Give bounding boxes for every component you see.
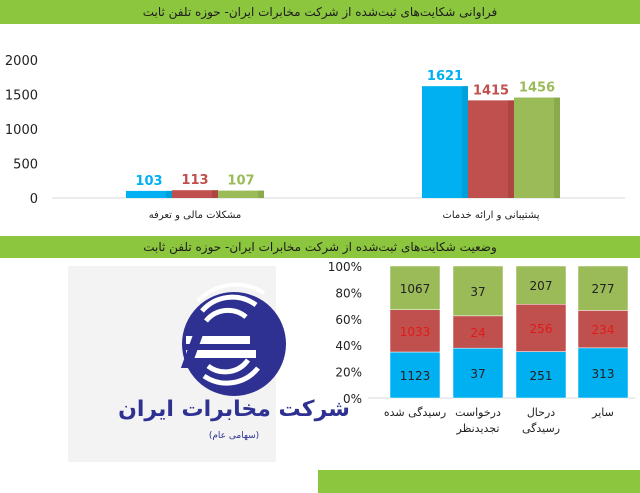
- complaints-status-chart: [320, 258, 640, 468]
- top-banner-title: فراوانی شکایت‌های ثبت‌شده از شرکت مخابرات ایران- حوزه تلفن ثابت: [0, 0, 640, 24]
- bar-shade: [462, 86, 468, 198]
- data-label: 103: [135, 173, 163, 189]
- bar: [172, 190, 218, 198]
- data-label: 1033: [399, 324, 431, 339]
- data-label: 234: [591, 323, 615, 338]
- y-tick-label: 500: [13, 157, 38, 173]
- y-tick-label: 60%: [335, 312, 362, 327]
- data-label: 37: [470, 284, 486, 299]
- data-label: 113: [181, 173, 209, 189]
- y-tick-label: 100%: [327, 260, 362, 274]
- x-tick-label: پشتیبانی و ارائه خدمات: [442, 210, 540, 221]
- data-label: 207: [529, 279, 553, 294]
- logo-text: شرکت مخابرات ایران: [118, 397, 350, 422]
- y-tick-label: 40%: [335, 339, 362, 354]
- bar-shade: [212, 190, 218, 198]
- complaints-frequency-chart: [0, 24, 640, 236]
- bar-shade: [508, 100, 514, 198]
- y-tick-label: 0: [29, 192, 38, 207]
- x-tick-label: درحال: [526, 406, 556, 419]
- data-label: 1415: [472, 83, 510, 99]
- data-label: 256: [529, 321, 553, 336]
- x-tick-label: رسیدگی: [521, 422, 561, 435]
- bar: [218, 191, 264, 198]
- x-tick-label: سایر: [592, 406, 614, 419]
- y-tick-label: 1500: [4, 88, 38, 104]
- data-label: 1621: [426, 69, 464, 85]
- bar-shade: [166, 191, 172, 198]
- y-tick-label: 2000: [4, 54, 38, 69]
- y-tick-label: 20%: [335, 365, 362, 380]
- data-label: 277: [591, 282, 615, 297]
- data-label: 37: [470, 367, 486, 382]
- x-tick-label: مشکلات مالی و تعرفه: [148, 210, 242, 221]
- logo-subtext: (سهامی عام): [208, 431, 260, 441]
- bar-shade: [554, 98, 560, 198]
- data-label: 251: [529, 368, 553, 383]
- data-label: 1456: [518, 80, 556, 96]
- data-label: 1123: [399, 369, 431, 384]
- bar: [422, 86, 468, 198]
- data-label: 1067: [399, 281, 431, 296]
- y-tick-label: 0%: [342, 392, 362, 406]
- middle-banner-title: وضعیت شکایت‌های ثبت‌شده از شرکت مخابرات ایران- حوزه تلفن ثابت: [0, 236, 640, 258]
- y-tick-label: 80%: [335, 286, 362, 301]
- x-tick-label: رسیدگی شده: [383, 406, 447, 419]
- bar: [126, 191, 172, 198]
- x-tick-label: تجدیدنظر: [456, 422, 500, 435]
- data-label: 24: [470, 326, 486, 340]
- data-label: 107: [227, 173, 255, 189]
- bar: [468, 100, 514, 198]
- x-tick-label: درخواست: [455, 406, 501, 419]
- footer-bar: [318, 470, 640, 493]
- data-label: 313: [591, 366, 615, 381]
- bar-shade: [258, 191, 264, 198]
- bar: [514, 98, 560, 198]
- y-tick-label: 1000: [4, 123, 38, 138]
